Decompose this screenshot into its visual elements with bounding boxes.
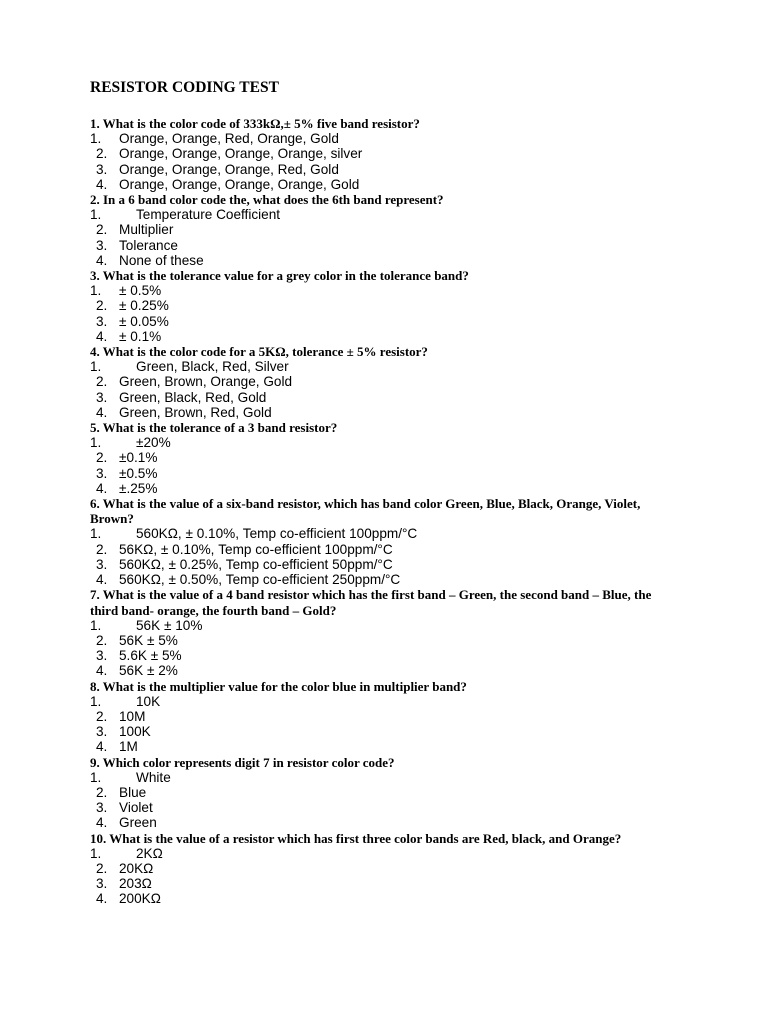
answer-option: [90, 359, 680, 374]
option-number: 1.: [90, 617, 102, 633]
option-number: 2.: [96, 784, 108, 800]
answer-option: [90, 815, 680, 830]
answer-option: [90, 846, 680, 861]
option-text: ±20%: [136, 435, 171, 451]
option-text: 1M: [119, 739, 138, 755]
option-number: 2.: [96, 632, 108, 648]
option-text: Blue: [119, 784, 147, 800]
option-number: 2.: [96, 146, 108, 162]
page-title: RESISTOR CODING TEST: [90, 79, 279, 96]
option-number: 1.: [90, 845, 102, 861]
option-text: 560KΩ, ± 0.25%, Temp co-efficient 50ppm/°C: [119, 556, 393, 572]
question-block: [90, 587, 680, 678]
option-text: Green, Black, Red, Gold: [119, 389, 267, 405]
option-number: 4.: [96, 404, 108, 420]
option-text: ± 0.05%: [119, 313, 169, 329]
option-list: [90, 846, 680, 907]
option-text: Green: [119, 815, 157, 831]
answer-option: [90, 146, 680, 161]
question-block: [90, 679, 680, 755]
option-text: 100K: [119, 724, 151, 740]
answer-option: [90, 374, 680, 389]
option-number: 3.: [96, 556, 108, 572]
option-text: Green, Brown, Orange, Gold: [119, 374, 293, 390]
question-text: 2. In a 6 band color code the, what does the 6th band represent?: [90, 192, 444, 208]
option-list: [90, 283, 680, 344]
option-text: Orange, Orange, Orange, Red, Gold: [119, 161, 339, 177]
option-number: 1.: [90, 131, 102, 147]
option-text: None of these: [119, 252, 204, 268]
document-page: [90, 78, 680, 907]
option-number: 4.: [96, 480, 108, 496]
option-text: Temperature Coefficient: [136, 207, 281, 223]
answer-option: [90, 618, 680, 633]
option-text: 20KΩ: [119, 860, 154, 876]
question-text: 4. What is the color code for a 5KΩ, tolerance ± 5% resistor?: [90, 344, 428, 360]
option-number: 2.: [96, 708, 108, 724]
option-text: ±0.1%: [119, 450, 158, 466]
option-number: 3.: [96, 389, 108, 405]
option-number: 1.: [90, 207, 102, 223]
answer-option: [90, 435, 680, 450]
answer-option: [90, 298, 680, 313]
option-list: [90, 770, 680, 831]
option-number: 4.: [96, 252, 108, 268]
answer-option: [90, 663, 680, 678]
option-text: 203Ω: [119, 876, 152, 892]
answer-option: [90, 891, 680, 906]
option-text: 10M: [119, 708, 146, 724]
answer-option: [90, 648, 680, 663]
option-text: Orange, Orange, Red, Orange, Gold: [119, 131, 339, 147]
answer-option: [90, 861, 680, 876]
option-text: ± 0.5%: [119, 283, 162, 299]
question-text: 7. What is the value of a 4 band resistor which has the first band – Green, the second band – Blue, the third band- orange, the fourth band – Gold?: [90, 587, 652, 618]
question-list: [90, 116, 680, 907]
option-text: Orange, Orange, Orange, Orange, silver: [119, 146, 363, 162]
answer-option: [90, 329, 680, 344]
option-text: 560KΩ, ± 0.50%, Temp co-efficient 250ppm/°C: [119, 572, 401, 588]
option-text: Green, Brown, Red, Gold: [119, 404, 272, 420]
option-text: ± 0.1%: [119, 328, 162, 344]
option-number: 3.: [96, 313, 108, 329]
question-text: 8. What is the multiplier value for the color blue in multiplier band?: [90, 678, 467, 694]
option-list: [90, 207, 680, 268]
question-text: 5. What is the tolerance of a 3 band resistor?: [90, 420, 338, 436]
option-number: 3.: [96, 465, 108, 481]
answer-option: [90, 557, 680, 572]
option-text: Green, Black, Red, Silver: [136, 359, 289, 375]
option-number: 2.: [96, 222, 108, 238]
option-text: 2KΩ: [136, 845, 163, 861]
option-list: [90, 526, 680, 587]
option-number: 2.: [96, 860, 108, 876]
option-number: 3.: [96, 161, 108, 177]
option-number: 1.: [90, 693, 102, 709]
option-text: 56K ± 10%: [136, 617, 203, 633]
answer-option: [90, 785, 680, 800]
answer-option: [90, 222, 680, 237]
option-number: 2.: [96, 450, 108, 466]
answer-option: [90, 283, 680, 298]
answer-option: [90, 177, 680, 192]
option-number: 4.: [96, 663, 108, 679]
option-text: White: [136, 769, 171, 785]
answer-option: [90, 207, 680, 222]
option-text: ± 0.25%: [119, 298, 169, 314]
answer-option: [90, 481, 680, 496]
answer-option: [90, 390, 680, 405]
option-number: 4.: [96, 739, 108, 755]
option-number: 2.: [96, 541, 108, 557]
option-number: 3.: [96, 648, 108, 664]
option-number: 3.: [96, 800, 108, 816]
option-text: 5.6K ± 5%: [119, 648, 182, 664]
question-text: 9. Which color represents digit 7 in resistor color code?: [90, 754, 395, 770]
answer-option: [90, 131, 680, 146]
option-number: 3.: [96, 724, 108, 740]
question-block: [90, 420, 680, 496]
option-number: 2.: [96, 374, 108, 390]
option-text: 56K ± 2%: [119, 663, 178, 679]
option-list: [90, 694, 680, 755]
answer-option: [90, 162, 680, 177]
question-text: 3. What is the tolerance value for a grey color in the tolerance band?: [90, 268, 469, 284]
option-text: Orange, Orange, Orange, Orange, Gold: [119, 176, 360, 192]
answer-option: [90, 314, 680, 329]
option-number: 1.: [90, 769, 102, 785]
option-number: 4.: [96, 328, 108, 344]
question-block: [90, 116, 680, 192]
question-block: [90, 192, 680, 268]
option-text: Tolerance: [119, 237, 178, 253]
option-text: 56KΩ, ± 0.10%, Temp co-efficient 100ppm/°C: [119, 541, 393, 557]
answer-option: [90, 876, 680, 891]
answer-option: [90, 709, 680, 724]
option-number: 3.: [96, 237, 108, 253]
option-text: Multiplier: [119, 222, 174, 238]
option-number: 1.: [90, 283, 102, 299]
option-list: [90, 131, 680, 192]
question-block: [90, 755, 680, 831]
answer-option: [90, 466, 680, 481]
answer-option: [90, 694, 680, 709]
question-text: 10. What is the value of a resistor which has first three color bands are Red, black, and Orange?: [90, 830, 622, 846]
option-number: 3.: [96, 876, 108, 892]
answer-option: [90, 253, 680, 268]
option-number: 1.: [90, 359, 102, 375]
option-number: 4.: [96, 815, 108, 831]
option-number: 4.: [96, 572, 108, 588]
option-list: [90, 618, 680, 679]
answer-option: [90, 572, 680, 587]
option-text: 200KΩ: [119, 891, 161, 907]
answer-option: [90, 724, 680, 739]
option-text: 10K: [136, 693, 161, 709]
option-text: 56K ± 5%: [119, 632, 178, 648]
answer-option: [90, 633, 680, 648]
option-number: 1.: [90, 435, 102, 451]
answer-option: [90, 526, 680, 541]
answer-option: [90, 739, 680, 754]
question-block: [90, 268, 680, 344]
option-list: [90, 435, 680, 496]
question-text: 6. What is the value of a six-band resistor, which has band color Green, Blue, Black, Orange, Violet, Brown?: [90, 496, 641, 527]
answer-option: [90, 800, 680, 815]
option-text: 560KΩ, ± 0.10%, Temp co-efficient 100ppm/°C: [136, 526, 418, 542]
question-block: [90, 496, 680, 587]
option-number: 4.: [96, 176, 108, 192]
answer-option: [90, 770, 680, 785]
option-number: 1.: [90, 526, 102, 542]
answer-option: [90, 450, 680, 465]
answer-option: [90, 405, 680, 420]
answer-option: [90, 542, 680, 557]
option-text: ±0.5%: [119, 465, 158, 481]
option-number: 2.: [96, 298, 108, 314]
option-list: [90, 359, 680, 420]
question-block: [90, 344, 680, 420]
answer-option: [90, 238, 680, 253]
option-text: ±.25%: [119, 480, 158, 496]
question-block: [90, 831, 680, 907]
option-number: 4.: [96, 891, 108, 907]
option-text: Violet: [119, 800, 153, 816]
question-text: 1. What is the color code of 333kΩ,± 5% five band resistor?: [90, 116, 420, 131]
